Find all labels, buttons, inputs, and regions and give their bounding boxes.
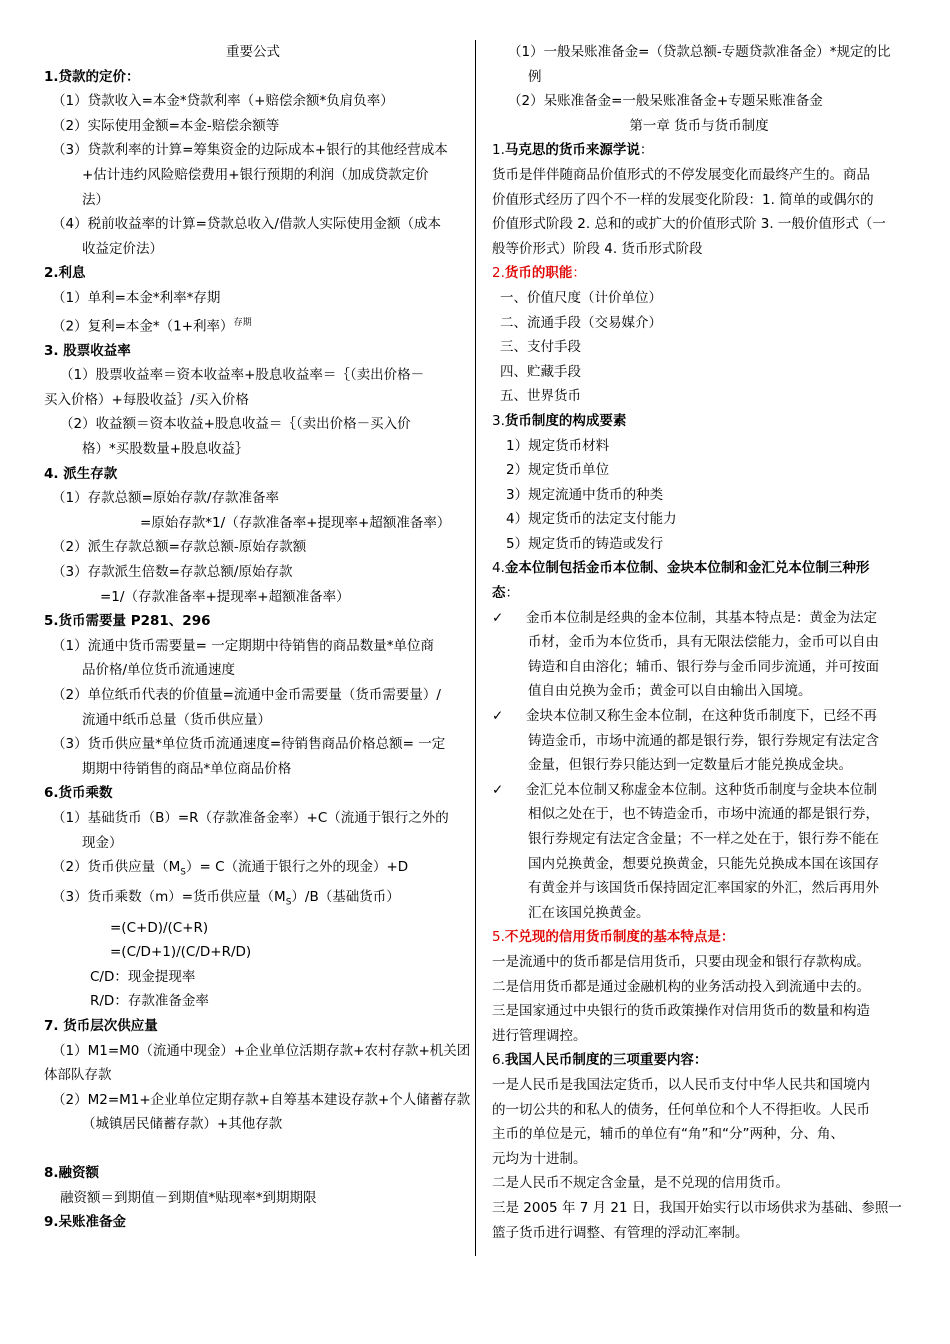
left-line xyxy=(44,486,462,511)
superscript: 存期 xyxy=(233,317,252,328)
left-line xyxy=(44,462,462,487)
left-line xyxy=(44,1014,462,1039)
right-line xyxy=(492,975,906,1000)
line-text: 1）规定货币材料 xyxy=(506,437,610,454)
line-text: 体部队存款 xyxy=(44,1067,112,1084)
line-text: （2）实际使用金额=本金-赔偿余额等 xyxy=(52,117,280,134)
line-text: 汇在该国兑换黄金。 xyxy=(528,904,650,921)
right-line xyxy=(492,1171,906,1196)
line-text: 收益定价法） xyxy=(82,240,163,257)
line-text: 流通中纸币总量（货币供应量） xyxy=(82,711,271,728)
line-text: 4. 派生存款 xyxy=(44,465,118,482)
right-line xyxy=(492,212,906,237)
left-line xyxy=(44,708,462,733)
checkmark-icon: ✓ xyxy=(492,609,504,626)
left-line xyxy=(44,1210,462,1235)
line-text: （2）货币供应量（M xyxy=(52,859,181,876)
left-line xyxy=(44,634,462,659)
right-line xyxy=(492,286,906,311)
left-line xyxy=(44,114,462,139)
line-text: 相似之处在于，也不铸造金币，市场中流通的都是银行券， xyxy=(528,806,879,823)
line-text: （3）货币乘数（m）=货币供应量（M xyxy=(52,889,286,906)
line-text: 现金） xyxy=(82,834,123,851)
column-divider xyxy=(475,40,476,1256)
right-line xyxy=(492,1073,906,1098)
right-line xyxy=(492,434,906,459)
line-text: 的一切公共的和私人的债务，任何单位和个人不得拒收。人民币 xyxy=(492,1101,870,1118)
line-text: （3）贷款利率的计算=筹集资金的边际成本+银行的其他经营成本 xyxy=(52,142,448,159)
right-line xyxy=(492,704,906,729)
left-line xyxy=(44,412,462,437)
right-line xyxy=(492,753,906,778)
right-line xyxy=(492,335,906,360)
left-line xyxy=(44,437,462,462)
line-text: （1）流通中货币需要量= 一定期期中待销售的商品数量*单位商 xyxy=(52,637,434,654)
right-line xyxy=(492,163,906,188)
left-line xyxy=(44,885,462,915)
line-text: （2）呆账准备金=一般呆账准备金+专题呆账准备金 xyxy=(508,93,823,110)
line-text: 元均为十进制。 xyxy=(492,1150,587,1167)
left-line xyxy=(44,237,462,262)
left-line xyxy=(44,388,462,413)
right-line xyxy=(492,606,906,631)
line-text: （3）存款派生倍数=存款总额/原始存款 xyxy=(52,563,293,580)
line-text: 5）规定货币的铸造或发行 xyxy=(506,535,664,552)
subscript: S xyxy=(285,898,292,909)
right-line xyxy=(492,729,906,754)
line-text: 一、价值尺度（计价单位） xyxy=(500,289,662,306)
bold-heading: 态 xyxy=(492,585,506,602)
line-text: 二是人民币不规定含金量，是不兑现的信用货币。 xyxy=(492,1175,789,1192)
line-text: （2）M2=M1+企业单位定期存款+自筹基本建设存款+个人储蓄存款 xyxy=(52,1091,471,1108)
line-text-after: ： xyxy=(639,142,654,159)
right-line xyxy=(492,384,906,409)
line-text: 进行管理调控。 xyxy=(492,1027,587,1044)
line-text: 币材，金币为本位货币，具有无限法偿能力，金币可以自由 xyxy=(528,634,879,651)
right-line xyxy=(492,1098,906,1123)
right-line xyxy=(492,138,906,163)
right-line xyxy=(492,925,906,950)
right-line xyxy=(492,581,906,606)
line-text: 5. xyxy=(492,929,505,946)
line-text: 品价格/单位货币流通速度 xyxy=(82,662,236,679)
line-text: （1）股票收益率＝资本收益率+股息收益率＝｛（卖出价格－ xyxy=(60,367,425,384)
line-text: （4）税前收益率的计算=贷款总收入/借款人实际使用金额（成本 xyxy=(52,216,441,233)
right-line xyxy=(492,1024,906,1049)
line-text: 一是人民币是我国法定货币，以人民币支付中华人民共和国境内 xyxy=(492,1076,870,1093)
line-text: 价值形式阶段 2. 总和的或扩大的价值形式阶 3. 一般价值形式（一 xyxy=(492,216,886,233)
line-text: 主币的单位是元，辅币的单位有“角”和“分”两种，分、角、 xyxy=(492,1126,844,1143)
left-line xyxy=(44,511,462,536)
line-text: 三是国家通过中央银行的货币政策操作对信用货币的数量和构造 xyxy=(492,1003,870,1020)
bold-heading: 不兑现的信用货币制度的基本特点是： xyxy=(504,929,735,946)
line-text: =(C+D)/(C+R) xyxy=(110,919,209,936)
line-text: （1）贷款收入=本金*贷款利率（+赔偿余额*负肩负率） xyxy=(52,93,394,110)
right-line xyxy=(492,876,906,901)
line-text: 有黄金并与该国货币保持固定汇率国家的外汇，然后再用外 xyxy=(528,880,879,897)
bold-heading: 马克思的货币来源学说 xyxy=(504,142,640,159)
left-line xyxy=(44,831,462,856)
left-line xyxy=(44,757,462,782)
line-text: 二、流通手段（交易媒介） xyxy=(500,314,662,331)
line-text: 格）*买股数量+股息收益｝ xyxy=(82,441,249,457)
line-text: 重要公式 xyxy=(226,44,280,60)
left-line xyxy=(44,658,462,683)
line-text: R/D：存款准备金率 xyxy=(90,993,209,1010)
line-text: 三是 2005 年 7 月 21 日，我国开始实行以市场供求为基础、参照一 xyxy=(492,1199,902,1216)
right-line xyxy=(492,630,906,655)
right-line xyxy=(492,1048,906,1073)
line-text: 9.呆账准备金 xyxy=(44,1214,127,1231)
line-text: （2）派生存款总额=存款总额-原始存款额 xyxy=(52,539,307,556)
left-line xyxy=(44,40,462,65)
right-line xyxy=(492,65,906,90)
line-text: （1）一般呆账准备金=（贷款总额-专题贷款准备金）*规定的比 xyxy=(508,44,891,60)
left-line xyxy=(44,940,462,965)
left-line xyxy=(44,188,462,213)
right-line xyxy=(492,483,906,508)
line-text: 银行券规定有法定含金量；不一样之处在于，银行券不能在 xyxy=(528,831,879,847)
right-line xyxy=(492,802,906,827)
left-line xyxy=(44,1088,471,1113)
line-text: 篮子货币进行调整、有管理的浮动汇率制。 xyxy=(492,1224,749,1241)
left-line xyxy=(44,989,462,1014)
line-text: 6.货币乘数 xyxy=(44,785,113,802)
line-text: +估计违约风险赔偿费用+银行预期的利润（加成贷款定价 xyxy=(82,166,429,183)
line-text: 金块本位制又称生金本位制，在这种货币制度下，已经不再 xyxy=(526,708,877,725)
left-column xyxy=(44,40,471,1235)
right-line xyxy=(492,679,906,704)
line-text: 铸造金币，市场中流通的都是银行券，银行券规定有法定含 xyxy=(528,732,879,749)
line-text: 五、世界货币 xyxy=(500,388,581,405)
left-line xyxy=(44,1112,462,1137)
left-line xyxy=(44,1063,462,1088)
line-text: 2. xyxy=(492,265,505,282)
line-text: 四、贮藏手段 xyxy=(500,363,581,380)
left-line xyxy=(44,212,462,237)
left-line xyxy=(44,138,462,163)
checkmark-icon: ✓ xyxy=(492,708,504,725)
line-text: 2.利息 xyxy=(44,265,86,282)
right-line xyxy=(492,1196,906,1221)
line-text: （1）存款总额=原始存款/存款准备率 xyxy=(52,490,279,507)
line-text: =原始存款*1/（存款准备率+提现率+超额准备率） xyxy=(140,514,451,531)
right-line xyxy=(492,188,906,213)
line-text-after: ）= C（流通于银行之外的现金）+D xyxy=(185,859,409,876)
bold-heading: 我国人民币制度的三项重要内容： xyxy=(504,1052,708,1069)
line-text-after: ： xyxy=(572,265,586,282)
line-text-after: ）/B（基础货币） xyxy=(291,889,400,906)
line-text: 1. xyxy=(492,142,505,159)
left-line xyxy=(44,261,462,286)
line-text: 8.融资额 xyxy=(44,1165,100,1181)
left-line xyxy=(44,806,462,831)
subscript: S xyxy=(180,867,186,878)
right-line xyxy=(492,458,906,483)
line-text: （2）收益额＝资本收益+股息收益＝｛（卖出价格－买入价 xyxy=(60,416,411,433)
line-text: 值自由兑换为金币；黄金可以自由输出入国境。 xyxy=(528,683,812,700)
line-text: 3. xyxy=(492,412,505,429)
line-text: 般等价形式）阶段 4. 货币形式阶段 xyxy=(492,240,703,257)
right-line xyxy=(492,778,906,803)
line-text: 7. 货币层次供应量 xyxy=(44,1018,158,1035)
line-text: 6. xyxy=(492,1052,505,1069)
left-line xyxy=(44,732,462,757)
left-line xyxy=(44,683,462,708)
right-line xyxy=(492,1221,906,1246)
line-text: （2）复利=本金*（1+利率） xyxy=(52,318,234,335)
right-line xyxy=(492,827,906,852)
left-line xyxy=(44,535,462,560)
left-line xyxy=(44,855,462,885)
line-text: 买入价格）+每股收益｝/买入价格 xyxy=(44,391,249,408)
left-line xyxy=(44,1137,462,1161)
line-text: 法） xyxy=(82,191,109,208)
left-line xyxy=(44,339,462,364)
line-text: 三、支付手段 xyxy=(500,339,581,356)
right-line xyxy=(492,360,906,385)
left-line xyxy=(44,65,462,90)
left-line xyxy=(44,163,462,188)
line-text: 货币是伴伴随商品价值形式的不停发展变化而最终产生的。商品 xyxy=(492,166,870,183)
checkmark-icon: ✓ xyxy=(492,781,504,798)
right-line xyxy=(492,261,906,286)
line-text: （2）单位纸币代表的价值量=流通中金币需要量（货币需要量）/ xyxy=(52,686,441,703)
right-line xyxy=(492,950,906,975)
left-line xyxy=(44,916,462,941)
line-text: 4. xyxy=(492,560,505,577)
right-line xyxy=(492,532,906,557)
right-line xyxy=(492,89,906,114)
right-line xyxy=(492,655,906,680)
line-text: 金量，但银行券只能达到一定数量后才能兑换成金块。 xyxy=(528,757,852,774)
left-line xyxy=(44,585,462,610)
bold-heading: 货币制度的构成要素 xyxy=(504,412,627,429)
line-text: 例 xyxy=(528,68,542,85)
left-line xyxy=(44,1161,462,1186)
line-text: 3）规定流通中货币的种类 xyxy=(506,486,664,503)
right-line xyxy=(492,114,906,139)
line-text: （1）单利=本金*利率*存期 xyxy=(52,289,221,306)
line-text: 期期中待销售的商品*单位商品价格 xyxy=(82,760,292,777)
line-text: 金汇兑本位制又称虚金本位制。这种货币制度与金块本位制 xyxy=(526,781,877,798)
right-line xyxy=(492,507,906,532)
right-line xyxy=(492,1122,906,1147)
left-line xyxy=(44,286,462,311)
left-line xyxy=(44,1186,462,1211)
line-text: 金币本位制是经典的金本位制，其基本特点是：黄金为法定 xyxy=(526,609,877,626)
line-text: 国内兑换黄金，想要兑换黄金，只能先兑换成本国在该国存 xyxy=(528,855,879,872)
right-column xyxy=(492,40,906,1245)
left-line xyxy=(44,609,462,634)
right-line xyxy=(492,999,906,1024)
bold-heading: 货币的职能 xyxy=(504,265,573,282)
left-line xyxy=(44,89,462,114)
line-text: （1）M1=M0（流通中现金）+企业单位活期存款+农村存款+机关团 xyxy=(52,1042,471,1059)
line-text: 融资额＝到期值－到期值*贴现率*到期期限 xyxy=(60,1189,317,1206)
line-text: （1）基础货币（B）=R（存款准备金率）+C（流通于银行之外的 xyxy=(52,809,449,826)
line-text: 二是信用货币都是通过金融机构的业务活动投入到流通中去的。 xyxy=(492,978,870,995)
line-text: 1.贷款的定价： xyxy=(44,68,140,85)
left-line xyxy=(44,1039,471,1064)
line-text: C/D：现金提现率 xyxy=(90,968,196,985)
line-text: 第一章 货币与货币制度 xyxy=(629,117,769,134)
left-line xyxy=(44,965,462,990)
right-line xyxy=(492,556,906,581)
left-line xyxy=(44,311,462,339)
line-text: =(C/D+1)/(C/D+R/D) xyxy=(110,944,252,961)
bold-heading: 金本位制包括金币本位制、金块本位制和金汇兑本位制三种形 xyxy=(504,560,870,577)
right-line xyxy=(492,40,906,65)
line-text: （3）货币供应量*单位货币流通速度=待销售商品价格总额= 一定 xyxy=(52,736,446,753)
right-line xyxy=(492,901,906,926)
line-text: 5.货币需要量 P281、296 xyxy=(44,613,211,630)
right-line xyxy=(492,237,906,262)
left-line xyxy=(44,363,462,388)
right-line xyxy=(492,852,906,877)
line-text: =1/（存款准备率+提现率+超额准备率） xyxy=(100,588,350,605)
right-line xyxy=(492,311,906,336)
line-text: 3. 股票收益率 xyxy=(44,342,131,359)
left-line xyxy=(44,781,462,806)
line-text: 价值形式经历了四个不一样的发展变化阶段：1. 简单的或偶尔的 xyxy=(492,191,874,208)
line-text: （城镇居民储蓄存款）+其他存款 xyxy=(82,1116,283,1133)
line-text: 铸造和自由溶化；辅币、银行券与金币同步流通，并可按面 xyxy=(528,658,879,675)
left-line xyxy=(44,560,462,585)
line-text: 2）规定货币单位 xyxy=(506,462,610,479)
right-line xyxy=(492,409,906,434)
line-text: 4）规定货币的法定支付能力 xyxy=(506,511,677,528)
line-text: 一是流通中的货币都是信用货币，只要由现金和银行存款构成。 xyxy=(492,953,870,970)
line-text-after: ： xyxy=(505,585,519,602)
right-line xyxy=(492,1147,906,1172)
